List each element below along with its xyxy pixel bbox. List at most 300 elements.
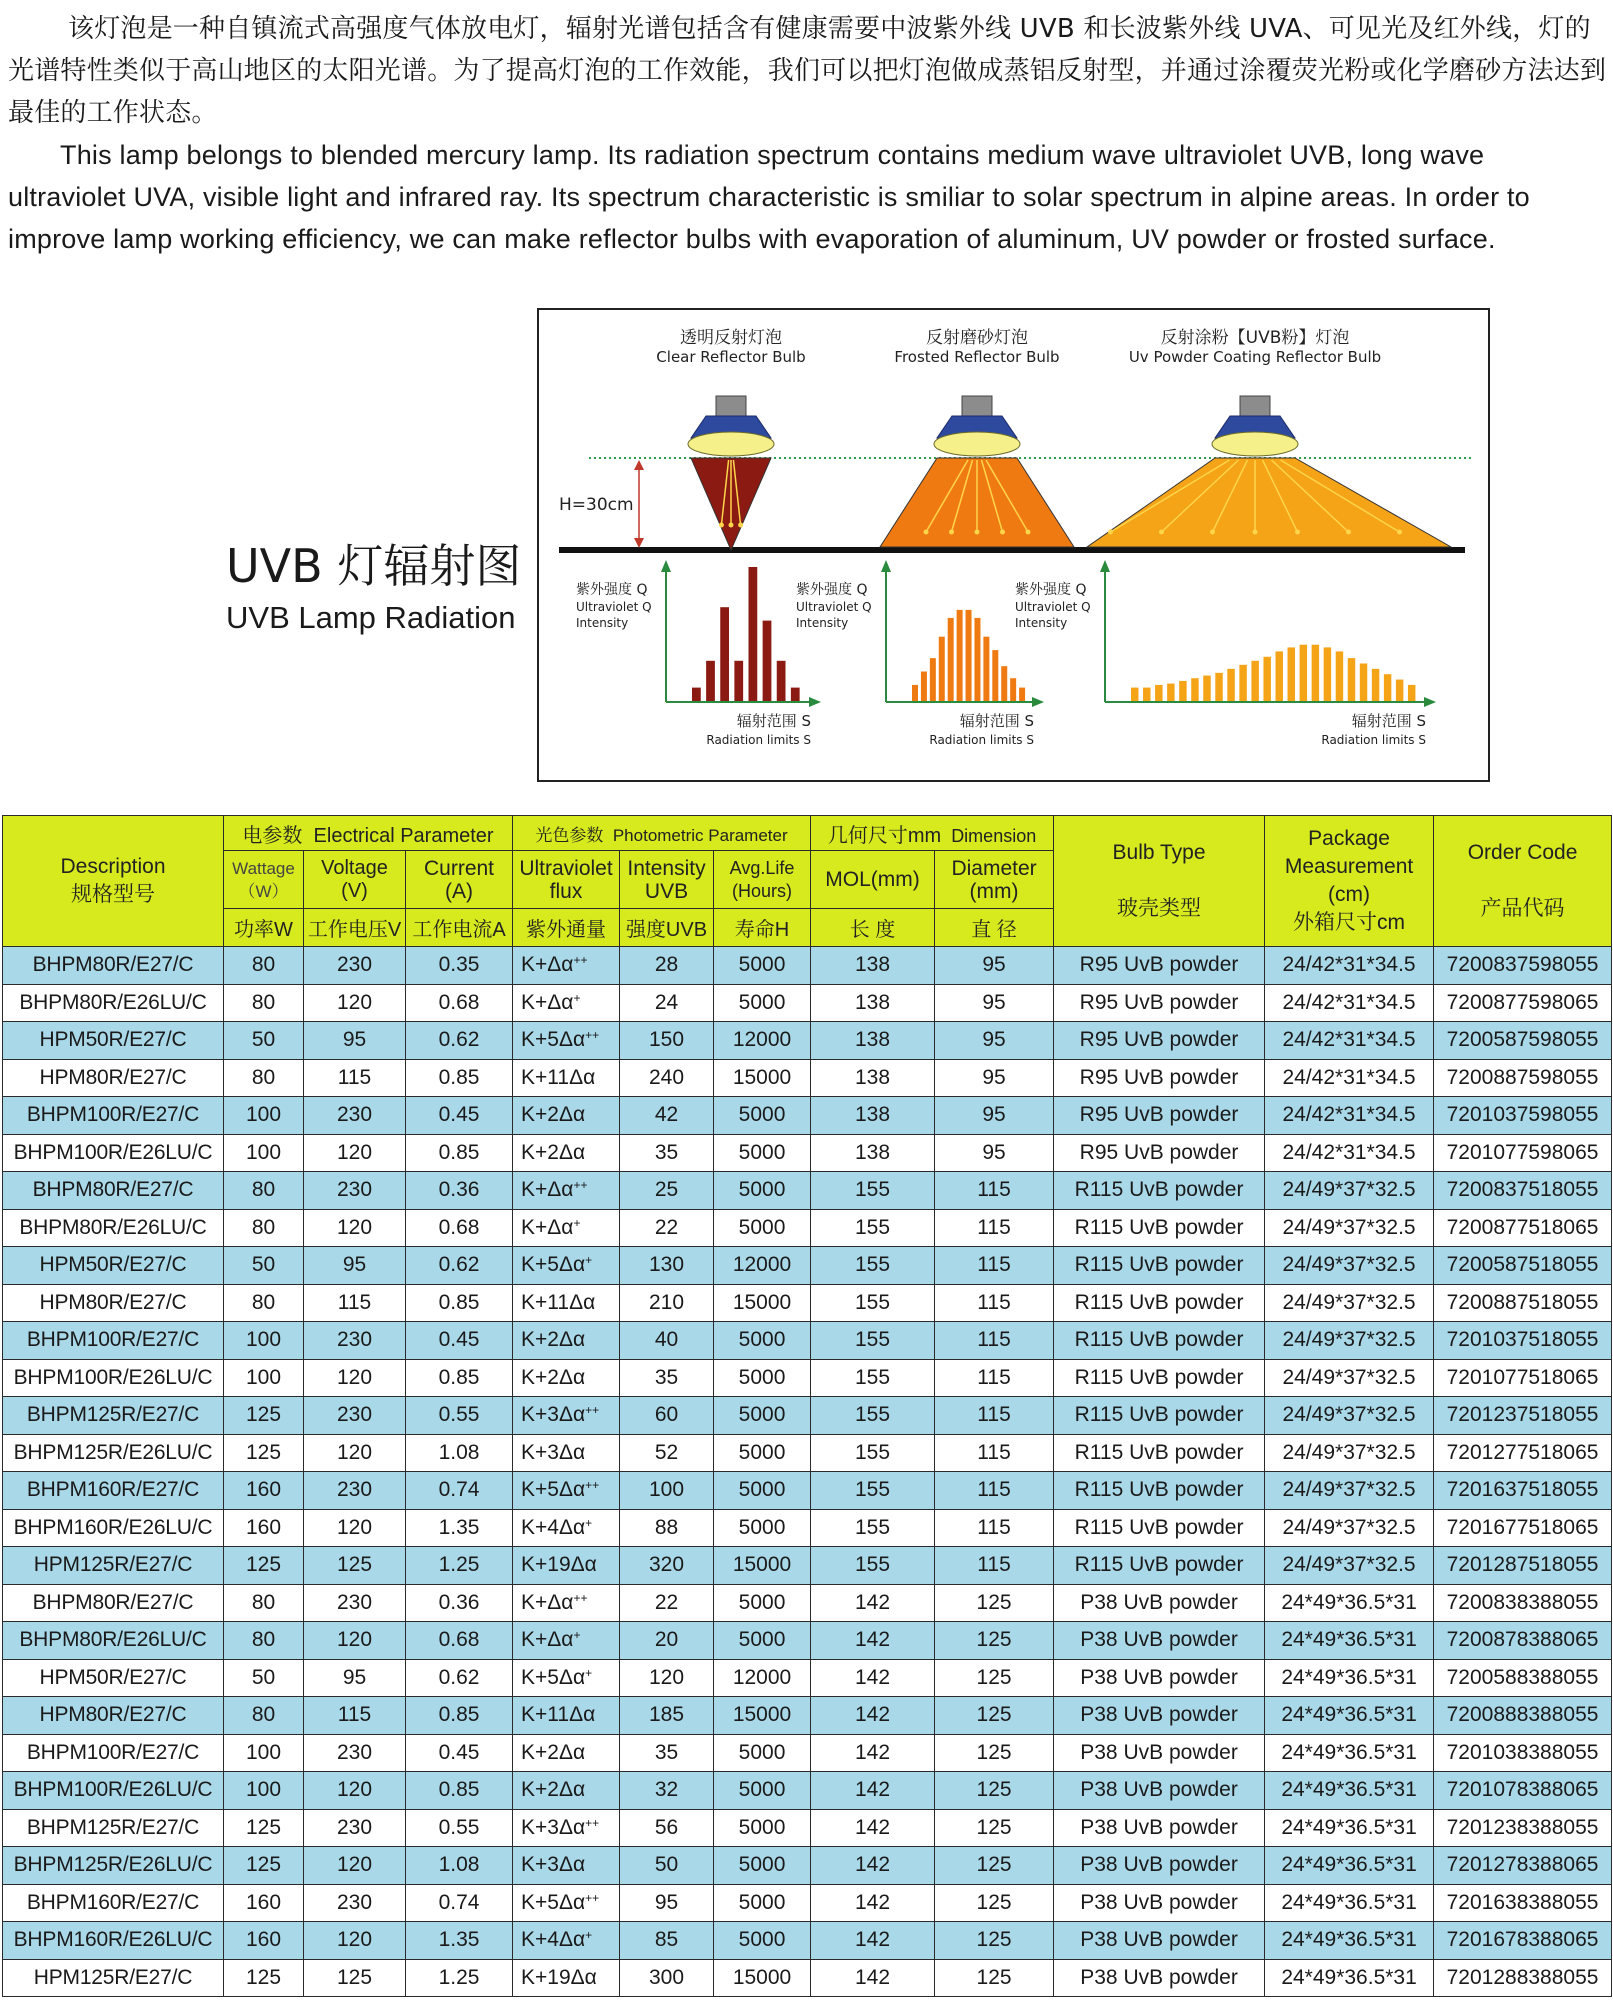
- cell-uv-flux: K+Δα++: [513, 1172, 620, 1210]
- histogram-bar: [1215, 673, 1222, 701]
- histogram-bar: [921, 672, 927, 701]
- cell-wattage: 50: [224, 1659, 304, 1697]
- cell-uv-flux: K+Δα++: [513, 947, 620, 985]
- cell-voltage: 230: [304, 1584, 406, 1622]
- cell-description: HPM50R/E27/C: [3, 1022, 224, 1060]
- cell-uv-flux: K+Δα+: [513, 1622, 620, 1660]
- cell-intensity: 35: [620, 1359, 714, 1397]
- histogram-bar: [948, 618, 954, 701]
- cell-description: BHPM80R/E26LU/C: [3, 1622, 224, 1660]
- cell-uv-flux: K+11Δα: [513, 1284, 620, 1322]
- cell-order-code: 7200877518065: [1434, 1209, 1612, 1247]
- cell-package: 24/49*37*32.5: [1265, 1284, 1434, 1322]
- cell-intensity: 100: [620, 1472, 714, 1510]
- cell-avg-life: 5000: [714, 1734, 811, 1772]
- cell-current: 0.85: [406, 1772, 513, 1810]
- cell-package: 24*49*36.5*31: [1265, 1622, 1434, 1660]
- cell-description: BHPM80R/E27/C: [3, 1584, 224, 1622]
- cell-bulb-type: R95 UvB powder: [1054, 984, 1265, 1022]
- cell-intensity: 42: [620, 1097, 714, 1135]
- cell-package: 24/49*37*32.5: [1265, 1247, 1434, 1285]
- cell-wattage: 160: [224, 1922, 304, 1960]
- histogram-bar: [957, 610, 963, 701]
- table-row: [3, 1472, 1612, 1510]
- lamp-socket-icon: [716, 396, 746, 416]
- cell-voltage: 120: [304, 1209, 406, 1247]
- cell-wattage: 50: [224, 1247, 304, 1285]
- cell-bulb-type: R95 UvB powder: [1054, 1134, 1265, 1172]
- cell-uv-flux: K+11Δα: [513, 1697, 620, 1735]
- cell-package: 24*49*36.5*31: [1265, 1809, 1434, 1847]
- cell-current: 0.85: [406, 1284, 513, 1322]
- cell-uv-flux: K+5Δα+: [513, 1659, 620, 1697]
- histogram-bar: [720, 607, 729, 701]
- cell-avg-life: 5000: [714, 1397, 811, 1435]
- y-axis-label-en: Ultraviolet Q: [576, 600, 652, 614]
- flux-superscript: ++: [573, 1590, 588, 1605]
- histogram-bar: [777, 661, 786, 701]
- cell-voltage: 120: [304, 1922, 406, 1960]
- table-row: [3, 1509, 1612, 1547]
- cell-uv-flux: K+4Δα+: [513, 1509, 620, 1547]
- cell-wattage: 160: [224, 1884, 304, 1922]
- height-arrow-down: [634, 538, 644, 548]
- cell-order-code: 7201077518065: [1434, 1359, 1612, 1397]
- histogram-bar: [1001, 666, 1007, 701]
- cell-diameter: 115: [935, 1509, 1054, 1547]
- cell-intensity: 35: [620, 1134, 714, 1172]
- cell-order-code: 7201277518065: [1434, 1434, 1612, 1472]
- cell-mol: 138: [811, 947, 935, 985]
- header-uv-flux-zh: 紫外通量: [513, 909, 620, 947]
- header-order-code: Order Code 产品代码: [1434, 816, 1612, 947]
- cell-description: BHPM100R/E27/C: [3, 1734, 224, 1772]
- cell-package: 24/49*37*32.5: [1265, 1472, 1434, 1510]
- cell-package: 24*49*36.5*31: [1265, 1584, 1434, 1622]
- cell-voltage: 95: [304, 1247, 406, 1285]
- cell-voltage: 120: [304, 1509, 406, 1547]
- x-axis-arrow: [1424, 697, 1436, 707]
- table-row: [3, 1922, 1612, 1960]
- cell-description: BHPM80R/E27/C: [3, 1172, 224, 1210]
- cell-voltage: 230: [304, 1809, 406, 1847]
- cell-diameter: 125: [935, 1734, 1054, 1772]
- cell-current: 0.45: [406, 1097, 513, 1135]
- flux-superscript: ++: [585, 1028, 600, 1043]
- x-axis-arrow: [809, 697, 821, 707]
- cell-diameter: 125: [935, 1697, 1054, 1735]
- cell-diameter: 95: [935, 1097, 1054, 1135]
- cell-voltage: 120: [304, 1134, 406, 1172]
- cell-voltage: 230: [304, 1322, 406, 1360]
- ray-arrowhead: [949, 530, 954, 535]
- histogram-bar: [992, 650, 998, 701]
- cell-current: 0.62: [406, 1022, 513, 1060]
- flux-superscript: +: [585, 1928, 593, 1943]
- histogram-bar: [692, 688, 701, 701]
- header-life-zh: 寿命H: [714, 909, 811, 947]
- lamp-lens-icon: [1212, 432, 1298, 456]
- heading-chinese: UVB 灯辐射图: [226, 539, 522, 593]
- cell-bulb-type: P38 UvB powder: [1054, 1959, 1265, 1997]
- cell-order-code: 7201288388055: [1434, 1959, 1612, 1997]
- histogram-bar: [1143, 688, 1150, 701]
- cell-wattage: 125: [224, 1959, 304, 1997]
- bulb-title-zh: 反射磨砂灯泡: [926, 328, 1028, 348]
- histogram-bar: [1019, 688, 1025, 701]
- cell-uv-flux: K+3Δα: [513, 1847, 620, 1885]
- table-row: [3, 1622, 1612, 1660]
- header-current-zh: 工作电流A: [406, 909, 513, 947]
- cell-diameter: 125: [935, 1584, 1054, 1622]
- cell-diameter: 125: [935, 1959, 1054, 1997]
- histogram-bar: [1191, 678, 1198, 701]
- cell-wattage: 125: [224, 1847, 304, 1885]
- cell-diameter: 125: [935, 1622, 1054, 1660]
- cell-uv-flux: K+4Δα+: [513, 1922, 620, 1960]
- histogram-bar: [1131, 688, 1138, 701]
- flux-superscript: +: [585, 1253, 593, 1268]
- cell-intensity: 120: [620, 1659, 714, 1697]
- light-beam: [1087, 458, 1451, 547]
- cell-wattage: 160: [224, 1509, 304, 1547]
- cell-intensity: 300: [620, 1959, 714, 1997]
- cell-avg-life: 5000: [714, 1847, 811, 1885]
- cell-wattage: 80: [224, 1209, 304, 1247]
- histogram-bar: [1372, 669, 1379, 701]
- header-package: Package Measurement (cm) 外箱尺寸cm: [1265, 816, 1434, 947]
- ray-arrowhead: [1346, 530, 1351, 535]
- cell-package: 24*49*36.5*31: [1265, 1659, 1434, 1697]
- cell-uv-flux: K+11Δα: [513, 1059, 620, 1097]
- flux-superscript: +: [573, 1628, 581, 1643]
- table-row: [3, 1809, 1612, 1847]
- cell-order-code: 7201677518065: [1434, 1509, 1612, 1547]
- cell-mol: 155: [811, 1359, 935, 1397]
- cell-mol: 155: [811, 1472, 935, 1510]
- cell-bulb-type: P38 UvB powder: [1054, 1884, 1265, 1922]
- cell-voltage: 115: [304, 1697, 406, 1735]
- cell-uv-flux: K+5Δα++: [513, 1472, 620, 1510]
- cell-description: BHPM80R/E27/C: [3, 947, 224, 985]
- histogram-bar: [1263, 657, 1270, 701]
- flux-superscript: ++: [585, 1815, 600, 1830]
- cell-uv-flux: K+5Δα++: [513, 1884, 620, 1922]
- cell-order-code: 7200888388055: [1434, 1697, 1612, 1735]
- table-row: [3, 1959, 1612, 1997]
- cell-current: 0.68: [406, 1622, 513, 1660]
- x-axis-label-en: Radiation limits S: [706, 733, 811, 747]
- spec-table: [2, 815, 1612, 1997]
- cell-diameter: 115: [935, 1547, 1054, 1585]
- cell-bulb-type: P38 UvB powder: [1054, 1922, 1265, 1960]
- flux-superscript: ++: [573, 953, 588, 968]
- y-axis-label-zh: 紫外强度 Q: [1015, 582, 1087, 598]
- cell-wattage: 80: [224, 1622, 304, 1660]
- cell-intensity: 56: [620, 1809, 714, 1847]
- cell-bulb-type: R95 UvB powder: [1054, 1022, 1265, 1060]
- cell-bulb-type: R115 UvB powder: [1054, 1322, 1265, 1360]
- cell-voltage: 125: [304, 1959, 406, 1997]
- cell-avg-life: 5000: [714, 947, 811, 985]
- cell-current: 1.35: [406, 1509, 513, 1547]
- table-row: [3, 1434, 1612, 1472]
- cell-current: 0.85: [406, 1359, 513, 1397]
- cell-order-code: 7200877598065: [1434, 984, 1612, 1022]
- cell-bulb-type: P38 UvB powder: [1054, 1659, 1265, 1697]
- table-row: [3, 947, 1612, 985]
- cell-intensity: 28: [620, 947, 714, 985]
- cell-voltage: 95: [304, 1022, 406, 1060]
- table-row: [3, 1697, 1612, 1735]
- table-row: [3, 1772, 1612, 1810]
- y-axis-label-zh: 紫外强度 Q: [576, 582, 648, 598]
- cell-uv-flux: K+5Δα++: [513, 1022, 620, 1060]
- ray-arrowhead: [1253, 530, 1258, 535]
- cell-voltage: 120: [304, 1359, 406, 1397]
- cell-package: 24*49*36.5*31: [1265, 1959, 1434, 1997]
- cell-description: BHPM100R/E26LU/C: [3, 1772, 224, 1810]
- header-wattage-zh: 功率W: [224, 909, 304, 947]
- cell-avg-life: 5000: [714, 1209, 811, 1247]
- cell-wattage: 100: [224, 1322, 304, 1360]
- cell-package: 24*49*36.5*31: [1265, 1772, 1434, 1810]
- ray-arrowhead: [1295, 530, 1300, 535]
- header-current: Current (A): [406, 851, 513, 909]
- cell-mol: 142: [811, 1772, 935, 1810]
- cell-order-code: 7201678388065: [1434, 1922, 1612, 1960]
- cell-wattage: 80: [224, 1284, 304, 1322]
- cell-description: BHPM125R/E26LU/C: [3, 1847, 224, 1885]
- table-row: [3, 1097, 1612, 1135]
- cell-intensity: 85: [620, 1922, 714, 1960]
- header-photometric: 光色参数 Photometric Parameter: [513, 816, 811, 851]
- cell-description: HPM80R/E27/C: [3, 1697, 224, 1735]
- cell-intensity: 210: [620, 1284, 714, 1322]
- cell-bulb-type: R115 UvB powder: [1054, 1359, 1265, 1397]
- cell-description: BHPM160R/E27/C: [3, 1884, 224, 1922]
- cell-wattage: 125: [224, 1434, 304, 1472]
- cell-package: 24/42*31*34.5: [1265, 984, 1434, 1022]
- cell-mol: 138: [811, 1022, 935, 1060]
- table-row: [3, 1059, 1612, 1097]
- cell-description: HPM125R/E27/C: [3, 1959, 224, 1997]
- histogram-bar: [930, 658, 936, 701]
- cell-uv-flux: K+2Δα: [513, 1097, 620, 1135]
- cell-package: 24/49*37*32.5: [1265, 1359, 1434, 1397]
- cell-wattage: 125: [224, 1397, 304, 1435]
- cell-order-code: 7201278388065: [1434, 1847, 1612, 1885]
- cell-avg-life: 5000: [714, 1809, 811, 1847]
- bulb-title-en: Uv Powder Coating Reflector Bulb: [1128, 348, 1382, 366]
- cell-diameter: 115: [935, 1359, 1054, 1397]
- ray-arrowhead: [729, 523, 734, 528]
- cell-voltage: 115: [304, 1059, 406, 1097]
- cell-order-code: 7201037598055: [1434, 1097, 1612, 1135]
- cell-avg-life: 5000: [714, 1434, 811, 1472]
- cell-intensity: 25: [620, 1172, 714, 1210]
- cell-package: 24/49*37*32.5: [1265, 1509, 1434, 1547]
- cell-wattage: 100: [224, 1359, 304, 1397]
- y-axis-label-en: Ultraviolet Q: [1015, 600, 1091, 614]
- cell-current: 0.45: [406, 1322, 513, 1360]
- cell-voltage: 125: [304, 1547, 406, 1585]
- cell-diameter: 115: [935, 1472, 1054, 1510]
- cell-package: 24*49*36.5*31: [1265, 1697, 1434, 1735]
- cell-voltage: 230: [304, 1734, 406, 1772]
- cell-uv-flux: K+Δα++: [513, 1584, 620, 1622]
- cell-voltage: 230: [304, 1884, 406, 1922]
- cell-order-code: 7200878388065: [1434, 1622, 1612, 1660]
- ray-arrowhead: [975, 530, 980, 535]
- cell-uv-flux: K+Δα+: [513, 1209, 620, 1247]
- cell-intensity: 52: [620, 1434, 714, 1472]
- cell-voltage: 120: [304, 1847, 406, 1885]
- y-axis-label-zh: 紫外强度 Q: [796, 582, 868, 598]
- cell-package: 24/49*37*32.5: [1265, 1397, 1434, 1435]
- cell-intensity: 95: [620, 1884, 714, 1922]
- cell-description: BHPM125R/E27/C: [3, 1809, 224, 1847]
- radiation-diagram-svg: [539, 310, 1488, 780]
- cell-current: 0.55: [406, 1397, 513, 1435]
- cell-order-code: 7200838388055: [1434, 1584, 1612, 1622]
- cell-description: HPM80R/E27/C: [3, 1284, 224, 1322]
- x-axis-label-zh: 辐射范围 S: [959, 712, 1034, 730]
- cell-bulb-type: R115 UvB powder: [1054, 1172, 1265, 1210]
- cell-package: 24/49*37*32.5: [1265, 1209, 1434, 1247]
- cell-diameter: 125: [935, 1659, 1054, 1697]
- table-row: [3, 1359, 1612, 1397]
- cell-description: BHPM100R/E27/C: [3, 1322, 224, 1360]
- cell-intensity: 50: [620, 1847, 714, 1885]
- cell-avg-life: 5000: [714, 1622, 811, 1660]
- spec-table-body: [3, 947, 1612, 1997]
- cell-avg-life: 12000: [714, 1659, 811, 1697]
- cell-intensity: 185: [620, 1697, 714, 1735]
- cell-package: 24/42*31*34.5: [1265, 947, 1434, 985]
- cell-voltage: 120: [304, 1622, 406, 1660]
- cell-current: 0.62: [406, 1247, 513, 1285]
- table-row: [3, 1172, 1612, 1210]
- cell-uv-flux: K+3Δα++: [513, 1809, 620, 1847]
- cell-avg-life: 15000: [714, 1697, 811, 1735]
- cell-bulb-type: P38 UvB powder: [1054, 1734, 1265, 1772]
- cell-mol: 142: [811, 1959, 935, 1997]
- cell-mol: 142: [811, 1659, 935, 1697]
- cell-uv-flux: K+3Δα: [513, 1434, 620, 1472]
- histogram-bar: [1384, 674, 1391, 701]
- cell-bulb-type: R95 UvB powder: [1054, 1097, 1265, 1135]
- cell-current: 0.62: [406, 1659, 513, 1697]
- cell-mol: 138: [811, 1059, 935, 1097]
- cell-voltage: 120: [304, 1434, 406, 1472]
- y-axis-label-en2: Intensity: [1015, 616, 1068, 630]
- table-row: [3, 1884, 1612, 1922]
- cell-uv-flux: K+2Δα: [513, 1772, 620, 1810]
- y-axis-label-en: Ultraviolet Q: [796, 600, 872, 614]
- cell-order-code: 7201237518055: [1434, 1397, 1612, 1435]
- cell-mol: 155: [811, 1509, 935, 1547]
- bulb-title-en: Frosted Reflector Bulb: [894, 348, 1060, 366]
- cell-uv-flux: K+2Δα: [513, 1134, 620, 1172]
- cell-wattage: 125: [224, 1547, 304, 1585]
- cell-order-code: 7201077598065: [1434, 1134, 1612, 1172]
- cell-package: 24/42*31*34.5: [1265, 1134, 1434, 1172]
- cell-package: 24*49*36.5*31: [1265, 1734, 1434, 1772]
- intro-english: This lamp belongs to blended mercury lamp. Its radiation spectrum contains medium wave ultraviolet UVB, long wave ultraviolet UVA, visible light and infrared ray. Its spectrum characteristic is smiliar to solar spectrum in alpine areas. In order to improve lamp working efficiency, we can make reflector bulbs with evaporation of aluminum, UV powder or frosted surface.: [8, 140, 1530, 254]
- cell-order-code: 7201037518055: [1434, 1322, 1612, 1360]
- header-uv-flux: Ultraviolet flux: [513, 851, 620, 909]
- bulb-title-zh: 反射涂粉【UVB粉】灯泡: [1160, 328, 1350, 348]
- histogram-bar: [1360, 663, 1367, 701]
- cell-avg-life: 15000: [714, 1959, 811, 1997]
- table-row: [3, 1584, 1612, 1622]
- cell-description: BHPM80R/E26LU/C: [3, 984, 224, 1022]
- cell-order-code: 7201238388055: [1434, 1809, 1612, 1847]
- cell-uv-flux: K+5Δα+: [513, 1247, 620, 1285]
- cell-diameter: 115: [935, 1322, 1054, 1360]
- cell-wattage: 80: [224, 1059, 304, 1097]
- x-axis-arrow: [1032, 697, 1044, 707]
- cell-mol: 138: [811, 1097, 935, 1135]
- cell-package: 24/49*37*32.5: [1265, 1547, 1434, 1585]
- cell-mol: 155: [811, 1434, 935, 1472]
- cell-voltage: 230: [304, 1397, 406, 1435]
- cell-description: HPM50R/E27/C: [3, 1659, 224, 1697]
- cell-current: 1.08: [406, 1847, 513, 1885]
- cell-order-code: 7200837598055: [1434, 947, 1612, 985]
- histogram-bar: [966, 610, 972, 701]
- table-row: [3, 1022, 1612, 1060]
- cell-mol: 155: [811, 1247, 935, 1285]
- cell-avg-life: 12000: [714, 1022, 811, 1060]
- cell-current: 0.35: [406, 947, 513, 985]
- cell-order-code: 7200587518055: [1434, 1247, 1612, 1285]
- ray-arrowhead: [719, 523, 724, 528]
- cell-uv-flux: K+Δα+: [513, 984, 620, 1022]
- bulb-title-zh: 透明反射灯泡: [680, 328, 782, 348]
- histogram-bar: [749, 567, 758, 701]
- histogram-bar: [1288, 647, 1295, 701]
- cell-diameter: 95: [935, 947, 1054, 985]
- header-electrical: 电参数 Electrical Parameter: [224, 816, 513, 851]
- cell-intensity: 32: [620, 1772, 714, 1810]
- cell-package: 24*49*36.5*31: [1265, 1922, 1434, 1960]
- histogram-bar: [1239, 665, 1246, 701]
- histogram-bar: [1203, 676, 1210, 701]
- cell-mol: 142: [811, 1697, 935, 1735]
- x-axis-label-en: Radiation limits S: [929, 733, 1034, 747]
- y-axis-label-en2: Intensity: [796, 616, 849, 630]
- ray-arrowhead: [1026, 530, 1031, 535]
- cell-voltage: 230: [304, 1172, 406, 1210]
- cell-description: BHPM80R/E26LU/C: [3, 1209, 224, 1247]
- cell-bulb-type: P38 UvB powder: [1054, 1622, 1265, 1660]
- cell-diameter: 115: [935, 1209, 1054, 1247]
- cell-uv-flux: K+19Δα: [513, 1959, 620, 1997]
- cell-current: 0.68: [406, 984, 513, 1022]
- cell-wattage: 125: [224, 1809, 304, 1847]
- cell-voltage: 230: [304, 947, 406, 985]
- cell-avg-life: 5000: [714, 1922, 811, 1960]
- cell-avg-life: 15000: [714, 1059, 811, 1097]
- header-dimension: 几何尺寸mm Dimension: [811, 816, 1054, 851]
- cell-intensity: 20: [620, 1622, 714, 1660]
- cell-order-code: 7200588388055: [1434, 1659, 1612, 1697]
- cell-intensity: 150: [620, 1022, 714, 1060]
- histogram-bar: [1312, 645, 1319, 701]
- cell-avg-life: 5000: [714, 1472, 811, 1510]
